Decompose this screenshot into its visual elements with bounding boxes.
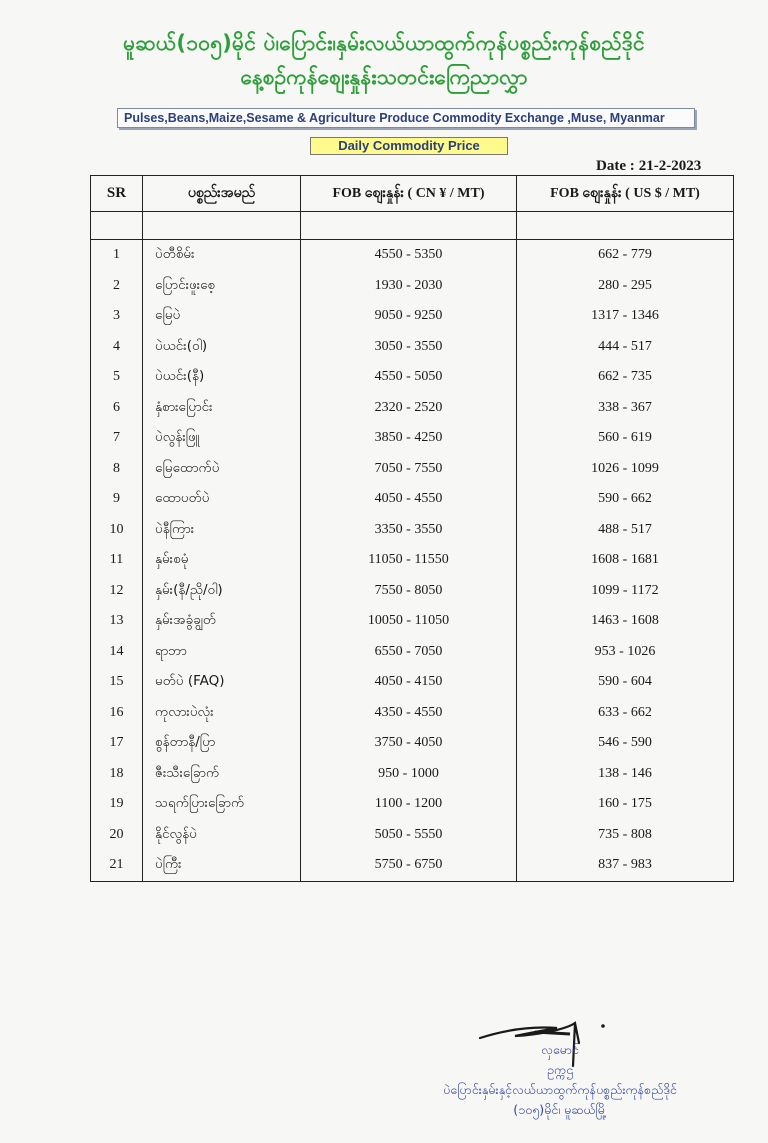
row-us-price: 444 - 517 (517, 332, 734, 363)
table-row (91, 637, 734, 668)
header-us-price: FOB စျေးနှုန်း ( US $ / MT) (517, 176, 734, 212)
table-row (91, 454, 734, 485)
row-cn-price: 4550 - 5050 (301, 362, 517, 393)
row-sr: 1 (91, 240, 143, 271)
row-item-name: ရာဘာ (143, 637, 301, 668)
row-sr: 11 (91, 545, 143, 576)
row-us-price: 280 - 295 (517, 271, 734, 302)
table-row (91, 332, 734, 363)
table-row (91, 393, 734, 424)
table-row (91, 515, 734, 546)
row-us-price: 1463 - 1608 (517, 606, 734, 637)
row-cn-price: 3050 - 3550 (301, 332, 517, 363)
row-item-name: ပဲယင်း(နီ) (143, 362, 301, 393)
row-item-name: ပဲနီကြား (143, 515, 301, 546)
row-us-price: 953 - 1026 (517, 637, 734, 668)
row-cn-price: 3850 - 4250 (301, 423, 517, 454)
blank-cell (301, 212, 517, 240)
table-row (91, 576, 734, 607)
row-us-price: 633 - 662 (517, 698, 734, 729)
row-sr: 17 (91, 728, 143, 759)
row-cn-price: 9050 - 9250 (301, 301, 517, 332)
row-us-price: 590 - 662 (517, 484, 734, 515)
row-sr: 18 (91, 759, 143, 790)
english-title-banner: Pulses,Beans,Maize,Sesame & Agriculture Produce Commodity Exchange ,Muse, Myanmar (117, 108, 695, 128)
row-item-name: နှံစားပြောင်း (143, 393, 301, 424)
row-item-name: မတ်ပဲ (FAQ) (143, 667, 301, 698)
row-sr: 15 (91, 667, 143, 698)
row-us-price: 1099 - 1172 (517, 576, 734, 607)
blank-row (91, 212, 734, 240)
row-cn-price: 5750 - 6750 (301, 850, 517, 881)
row-sr: 3 (91, 301, 143, 332)
row-sr: 14 (91, 637, 143, 668)
signatory-name: လှမောင် (541, 1042, 579, 1057)
row-us-price: 488 - 517 (517, 515, 734, 546)
row-item-name: ပြောင်းဖူးစေ့ (143, 271, 301, 302)
row-us-price: 662 - 779 (517, 240, 734, 271)
row-cn-price: 5050 - 5550 (301, 820, 517, 851)
table-row (91, 667, 734, 698)
title-myanmar-line1: မူဆယ်(၁၀၅)မိုင် ပဲ၊ပြောင်း၊နှမ်းလယ်ယာထွက်ကုန်ပစ္စည်းကုန်စည်ဒိုင် (123, 31, 645, 55)
row-cn-price: 7550 - 8050 (301, 576, 517, 607)
table-row (91, 423, 734, 454)
table-row (91, 728, 734, 759)
row-sr: 12 (91, 576, 143, 607)
table-row (91, 789, 734, 820)
row-sr: 20 (91, 820, 143, 851)
row-sr: 5 (91, 362, 143, 393)
row-sr: 10 (91, 515, 143, 546)
row-item-name: သရက်ပြားခြောက် (143, 789, 301, 820)
row-item-name: ထောပတ်ပဲ (143, 484, 301, 515)
row-sr: 8 (91, 454, 143, 485)
blank-cell (91, 212, 143, 240)
row-item-name: ကုလားပဲလုံး (143, 698, 301, 729)
signatory-title: ဥက္ကဌ (546, 1062, 574, 1077)
row-item-name: နှမ်းစမုံ (143, 545, 301, 576)
row-cn-price: 2320 - 2520 (301, 393, 517, 424)
table-row (91, 759, 734, 790)
table-row (91, 301, 734, 332)
title-myanmar-line2: နေ့စဉ်ကုန်စျေးနှုန်းသတင်းကြေညာလွှာ (240, 65, 528, 89)
price-table (90, 175, 734, 882)
row-item-name: စွန်တာနီ/ပြာ (143, 728, 301, 759)
table-row (91, 271, 734, 302)
table-row (91, 850, 734, 881)
row-us-price: 735 - 808 (517, 820, 734, 851)
row-sr: 2 (91, 271, 143, 302)
row-us-price: 662 - 735 (517, 362, 734, 393)
row-cn-price: 3350 - 3550 (301, 515, 517, 546)
row-us-price: 837 - 983 (517, 850, 734, 881)
row-sr: 9 (91, 484, 143, 515)
row-us-price: 1608 - 1681 (517, 545, 734, 576)
row-cn-price: 3750 - 4050 (301, 728, 517, 759)
row-us-price: 138 - 146 (517, 759, 734, 790)
row-us-price: 338 - 367 (517, 393, 734, 424)
row-sr: 16 (91, 698, 143, 729)
row-us-price: 1317 - 1346 (517, 301, 734, 332)
row-cn-price: 1100 - 1200 (301, 789, 517, 820)
row-item-name: မြေပဲ (143, 301, 301, 332)
row-item-name: နှမ်း(နီ/ညို/ဝါ) (143, 576, 301, 607)
row-item-name: ပဲလွန်းဖြူ (143, 423, 301, 454)
row-sr: 4 (91, 332, 143, 363)
row-us-price: 160 - 175 (517, 789, 734, 820)
row-cn-price: 11050 - 11550 (301, 545, 517, 576)
blank-cell (517, 212, 734, 240)
row-item-name: ပဲတီစိမ်း (143, 240, 301, 271)
row-sr: 19 (91, 789, 143, 820)
table-row (91, 362, 734, 393)
row-cn-price: 4550 - 5350 (301, 240, 517, 271)
row-item-name: ပဲယင်း(ဝါ) (143, 332, 301, 363)
row-sr: 7 (91, 423, 143, 454)
table-row (91, 545, 734, 576)
row-us-price: 546 - 590 (517, 728, 734, 759)
signatory-org-line2: (၁၀၅)မိုင်၊ မူဆယ်မြို့ (513, 1102, 607, 1117)
signature-block (380, 1040, 740, 1120)
header-cn-price: FOB စျေးနှုန်း ( CN ¥ / MT) (301, 176, 517, 212)
row-us-price: 590 - 604 (517, 667, 734, 698)
date-label: Date : (596, 158, 635, 174)
row-cn-price: 10050 - 11050 (301, 606, 517, 637)
row-item-name: ပဲကြီး (143, 850, 301, 881)
table-row (91, 698, 734, 729)
row-us-price: 1026 - 1099 (517, 454, 734, 485)
header-item-name: ပစ္စည်းအမည် (143, 176, 301, 212)
table-header-row (91, 176, 734, 212)
header-sr: SR (91, 176, 143, 212)
row-sr: 13 (91, 606, 143, 637)
row-item-name: ဇီးသီးခြောက် (143, 759, 301, 790)
row-item-name: မြေထောက်ပဲ (143, 454, 301, 485)
row-item-name: နှမ်းအခွံချွတ် (143, 606, 301, 637)
row-us-price: 560 - 619 (517, 423, 734, 454)
date-line (592, 158, 701, 175)
row-sr: 21 (91, 850, 143, 881)
row-cn-price: 4050 - 4550 (301, 484, 517, 515)
date-value: 21-2-2023 (638, 158, 702, 174)
table-row (91, 484, 734, 515)
row-item-name: နိုင်လွန်ပဲ (143, 820, 301, 851)
row-cn-price: 7050 - 7550 (301, 454, 517, 485)
table-row (91, 820, 734, 851)
row-cn-price: 4050 - 4150 (301, 667, 517, 698)
row-cn-price: 4350 - 4550 (301, 698, 517, 729)
table-row (91, 606, 734, 637)
blank-cell (143, 212, 301, 240)
table-row (91, 240, 734, 271)
signatory-org-line1: ပဲပြောင်းနှမ်းနှင့်လယ်ယာထွက်ကုန်ပစ္စည်းကုန်စည်ဒိုင် (443, 1082, 677, 1097)
row-sr: 6 (91, 393, 143, 424)
row-cn-price: 1930 - 2030 (301, 271, 517, 302)
daily-price-label: Daily Commodity Price (310, 137, 508, 155)
row-cn-price: 6550 - 7050 (301, 637, 517, 668)
row-cn-price: 950 - 1000 (301, 759, 517, 790)
